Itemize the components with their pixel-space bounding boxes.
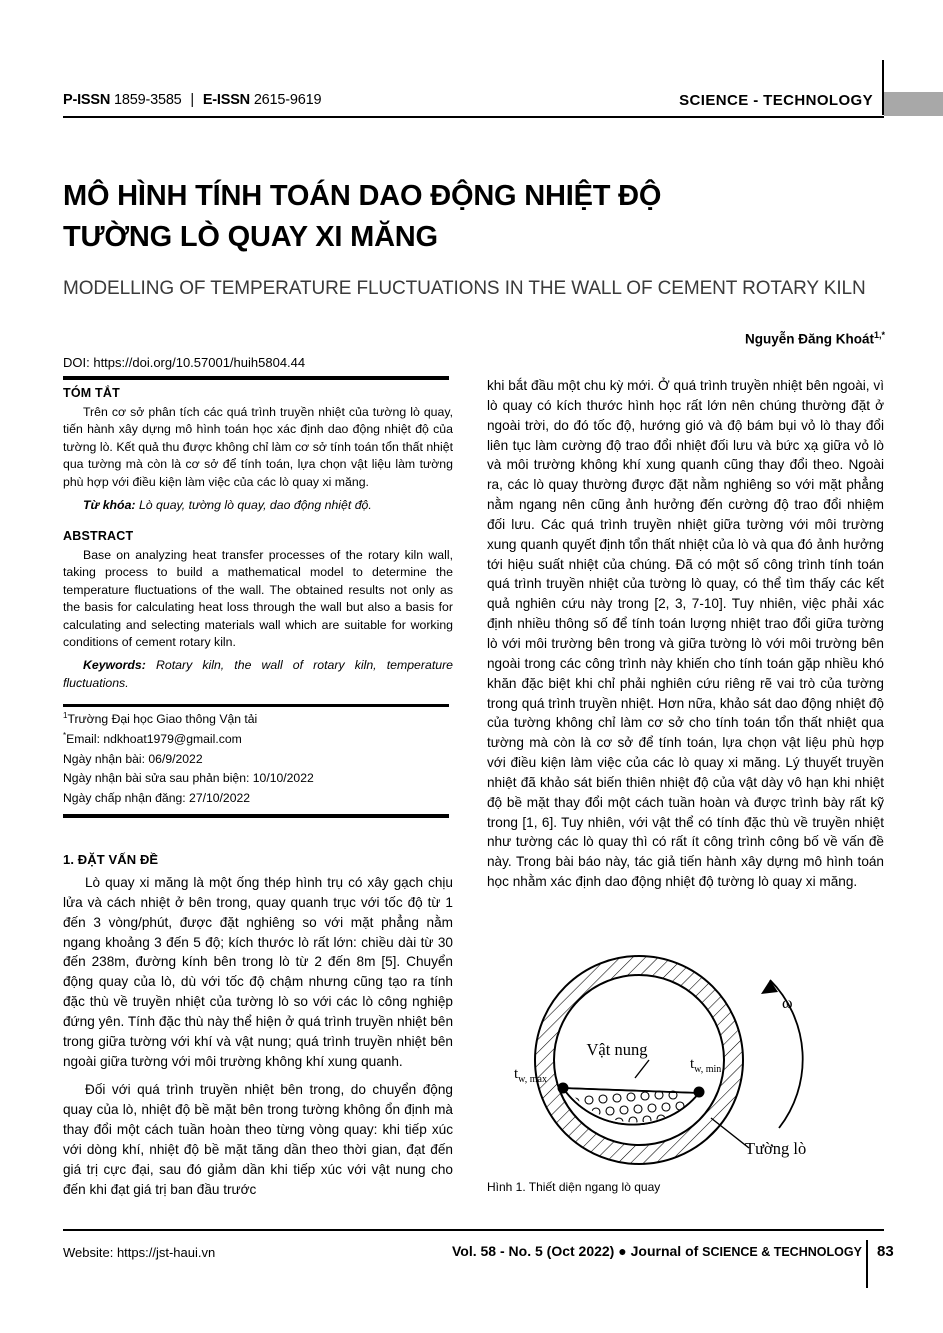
revised-date: 10/10/2022 (252, 771, 314, 786)
affiliation-institution-marker: 1 (63, 711, 68, 720)
section-1-heading: 1. ĐẶT VẤN ĐỀ (63, 852, 159, 867)
footer-journal-line (452, 1243, 862, 1259)
affiliation-accepted (63, 789, 453, 809)
footer-page-number: 83 (877, 1243, 894, 1260)
affiliation-email-value[interactable]: Email: ndkhoat1979@gmail.com (66, 731, 242, 746)
abstract-vi-keywords (63, 497, 453, 514)
header-horizontal-rule (63, 116, 884, 118)
issn-print-label: P-ISSN (63, 92, 111, 108)
issn-online-value: 2615-9619 (253, 92, 322, 108)
revised-label: Ngày nhận bài sửa sau phản biện: (63, 771, 250, 786)
figure-label-omega: ω (782, 995, 793, 1012)
figure-1-caption: Hình 1. Thiết diện ngang lò quay (487, 1180, 661, 1194)
footer-horizontal-rule (63, 1229, 884, 1231)
abstract-en-heading: ABSTRACT (63, 528, 134, 543)
header-gray-accent-bar (884, 92, 943, 116)
figure-1-rotary-kiln-cross-section (487, 950, 887, 1210)
title-vietnamese-line1: MÔ HÌNH TÍNH TOÁN DAO ĐỘNG NHIỆT ĐỘ (63, 180, 662, 212)
title-block (63, 176, 883, 302)
abstract-vi-body: Trên cơ sở phân tích các quá trình truyền nhiệt của tường lò quay, tiến hành xây dựng mô hình toán học xác định dao động nhiệt độ của tường lò. Kết quả thu được không chỉ làm cơ sở tính toán tổn thất nhiệt qua tường mà còn là cơ sở để tính toán, lựa chọn vật liệu làm tường phù hợp với điều kiện làm việc của các lò quay xi măng. (63, 405, 453, 489)
title-english: MODELLING OF TEMPERATURE FLUCTUATIONS IN THE WALL OF CEMENT ROTARY KILN (63, 278, 866, 300)
section-1-paragraph-1: Lò quay xi măng là một ống thép hình trụ có xây gạch chịu lửa và cách nhiệt ở bên trong, quay quanh trục với tốc độ từ 1 đến 3 vòng/phút, được đặt nghiêng so với mặt phẳng nằm ngang khoảng 3 đến 5 độ; kích thước lò rất lớn: chiều dài từ 30 đến 238m, đường kính bên trong lò từ 2 đến 8m [5]. Chuyển động quay của lò, dù với tốc độ chậm nhưng cũng tạo ra tính đặc thù về truyền nhiệt của tường lò so với các lò công nghiệp đứng yên. Tính đặc thù này thể hiện ở quá trình truyền nhiệt bên trong giữa tường với khí và vật nung; quá trình truyền nhiệt bên ngoài giữa tường với môi trường không khí xung quanh. (63, 875, 453, 1069)
kiln-cross-section-diagram (487, 950, 887, 1210)
affiliation-top-rule (63, 704, 449, 707)
body-column-right (487, 376, 884, 901)
footer-volume: Vol. 58 - No. 5 (Oct 2022) (452, 1243, 615, 1259)
title-vietnamese-line2: TƯỜNG LÒ QUAY XI MĂNG (63, 220, 438, 253)
received-date: 06/9/2022 (148, 751, 203, 766)
body-column-left (63, 852, 453, 1209)
abstract-column (63, 386, 453, 692)
figure-label-t-wall-min: $t_{w, min}$ (690, 1056, 722, 1075)
issn-print-value: 1859-3585 (114, 92, 182, 108)
issn-line (63, 92, 321, 108)
section-1-paragraph-3: khi bắt đầu một chu kỳ mới. Ở quá trình truyền nhiệt bên ngoài, vì lò quay có kích thước hình học rất lớn nên chúng thường đặt ở ngoài trời, do đó tốc độ, hướng gió và độ bám bụi vỏ lò thay đổi liên tục làm cường độ trao đổi nhiệt đối lưu và bức xạ giữa vỏ lò và môi trường không khí xung quanh cũng thay đổi theo. Ngoài ra, các lò quay thường được đặt nằm nghiêng so với mặt phẳng nằm ngang nên cũng ảnh hưởng đến cường độ trao đổi nhiệm đối lưu. Các quá trình truyền nhiệt giữa tường với môi trường xung quanh quyết định tổn thất nhiệt của lò và qua đó ảnh hưởng tới hiệu suất nhiệt của chúng. Đã có một số công trình tính toán quá trình truyền nhiệt của tường lò quay, có thể tìm thấy các kết quả nghiên cứu này trong [2, 3, 7-10]. Tuy nhiên, việc phải xác định nhiều thông số để tính toán lượng nhiệt trao đổi giữa tường lò với môi trường bên trong và giữa tường lò với môi trường bên ngoài trong các công trình này khiến cho tính toán gặp nhiều khó khăn đặc biệt khi chỉ phải nghiên cứu riêng rẽ vai trò của tường trong quá trình truyền nhiệt. Hơn nữa, khảo sát dao động nhiệt độ của tường không chỉ làm cơ sở cho tính toán tổn thất nhiệt qua tường mà còn là cơ sở để tính toán, lựa chọn vật liệu phù hợp với điều kiện làm việc của các lò quay xi măng. Lý thuyết truyền nhiệt đã khảo sát biến thiên nhiệt độ của vật dày vô hạn khi nhiệt độ bề mặt thay đổi một cách tuần hoàn và được trình bày rất kỹ trong [1, 6]. Tuy nhiên, với vật thể có tính đặc thù về truyền nhiệt như tường các lò quay thì có rất ít công trình công bố về vấn đề này. Trong bài báo này, tác giả tiến hành xây dựng mô hình toán học nhằm xác định dao động nhiệt độ tường lò quay xi măng. (487, 378, 884, 890)
abstract-en-keywords-label: Keywords: (83, 658, 146, 673)
t-wall-min-point (694, 1087, 705, 1098)
footer-journal-prefix: Journal of (630, 1243, 699, 1259)
t-wall-max-point (558, 1083, 569, 1094)
affiliation-institution-name: Trường Đại học Giao thông Vận tải (67, 712, 258, 727)
issn-online-label: E-ISSN (202, 92, 250, 108)
footer-website[interactable]: Website: https://jst-haui.vn (63, 1245, 216, 1260)
accepted-date: 27/10/2022 (189, 791, 251, 806)
abstract-en-keywords-value: Rotary kiln, the wall of rotary kiln, temperature fluctuations. (63, 658, 454, 690)
header-section-title: SCIENCE - TECHNOLOGY (679, 92, 873, 109)
figure-label-wall: Tường lò (745, 1139, 807, 1158)
abstract-spacer (63, 515, 453, 529)
figure-label-t-wall-max: $t_{w, max}$ (514, 1066, 547, 1085)
footer-vertical-rule (866, 1240, 868, 1288)
kiln-wall-annulus (487, 950, 887, 1210)
author-name: Nguyễn Đăng Khoát (744, 331, 874, 347)
section-1-paragraph-2: Đối với quá trình truyền nhiệt bên trong, do chuyển động quay của lò, nhiệt độ bề mặt bên trong tường không ổn định mà thay đổi một cách tuần hoàn theo từng vòng quay: khi tiếp xúc với dòng khí, nhiệt độ bề mặt tăng dần theo thời gian, đạt đến giá trị cực đại, sau đó giảm dần khi tiếp xúc với vật nung cho đến khi đạt giá trị ban đầu trước (63, 1082, 453, 1197)
affiliation-institution (63, 710, 453, 730)
abstract-en-keywords (63, 657, 453, 692)
figure-label-material: Vật nung (586, 1040, 648, 1059)
footer-journal-name: SCIENCE & TECHNOLOGY (702, 1245, 862, 1259)
footer-bullet-icon: ● (618, 1243, 627, 1259)
affiliation-email-marker: * (63, 730, 67, 740)
author-line (745, 330, 885, 347)
abstract-en-body: Base on analyzing heat transfer processes of the rotary kiln wall, taking process to build a mathematical model to determine the temperature fluctuations of the wall. The obtained results not only as the basis for calculating heat loss through the wall but also a basis for calculating and selecting materials wall which are suitable for working conditions of cement rotary kiln. (63, 547, 453, 649)
affiliation-revised (63, 769, 453, 789)
abstract-vi-keywords-value: Lò quay, tường lò quay, dao động nhiệt độ. (138, 498, 372, 513)
page-header (0, 30, 943, 109)
received-label: Ngày nhận bài: (63, 751, 145, 766)
affiliation-block (63, 710, 453, 809)
abstract-top-rule (63, 376, 449, 380)
issn-separator: | (190, 92, 194, 108)
accepted-label: Ngày chấp nhận đăng: (63, 791, 186, 806)
header-vertical-rule (882, 60, 884, 115)
doi-text[interactable]: DOI: https://doi.org/10.57001/huih5804.44 (63, 355, 306, 370)
affiliation-bottom-rule (63, 814, 449, 818)
abstract-vi-heading: TÓM TẮT (63, 386, 120, 400)
affiliation-email (63, 730, 453, 750)
abstract-vi-keywords-label: Từ khóa: (83, 498, 136, 513)
author-affiliation-marker: 1,* (873, 330, 885, 340)
page-title (63, 176, 883, 257)
affiliation-received (63, 750, 453, 770)
